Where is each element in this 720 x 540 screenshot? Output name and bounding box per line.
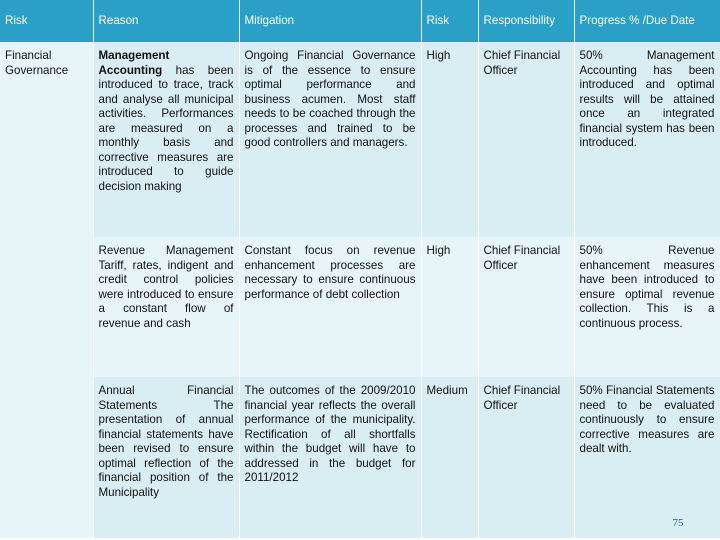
reason-cell: Annual Financial Statements The presentation of annual financial statements have been revised to ensure optimal reflection of the financial position of the Municipality: [93, 377, 239, 538]
page-number: 75: [672, 516, 684, 529]
reason-bold-text: Management Accounting: [98, 49, 170, 77]
mitigation-cell: Constant focus on revenue enhancement processes are necessary to ensure continuous performance of debt collection: [239, 237, 421, 377]
responsibility-cell: Chief Financial Officer: [478, 377, 574, 538]
reason-cell: [93, 42, 239, 237]
header-reason: Reason: [93, 0, 239, 42]
progress-cell: [574, 377, 720, 538]
table-row: [0, 377, 720, 538]
progress-cell: 50% Management Accounting has been introduced and optimal results will be attained once an integrated financial system has been introduced.: [574, 42, 720, 237]
header-responsibility: Responsibility: [478, 0, 574, 42]
header-risk: Risk: [0, 0, 93, 42]
progress-cell: 50% Revenue enhancement measures have been introduced to ensure optimal revenue collection. This is a continuous process.: [574, 237, 720, 377]
responsibility-cell: Chief Financial Officer: [478, 237, 574, 377]
header-row: [0, 0, 720, 42]
progress-text: 50% Financial Statements need to be evaluated continuously to ensure corrective measures are dealt with.: [579, 384, 715, 455]
header-progress: Progress % /Due Date: [574, 0, 720, 42]
risk-level-cell: High: [421, 42, 478, 237]
header-mitigation: Mitigation: [239, 0, 421, 42]
risk-category: Financial Governance: [0, 42, 93, 538]
reason-cell: Revenue Management Tariff, rates, indigent and credit control policies were introduced to ensure a constant flow of revenue and cash: [93, 237, 239, 377]
mitigation-cell: The outcomes of the 2009/2010 financial year reflects the overall performance of the municipality. Rectification of all shortfalls within the budget will have to addressed in the budget for 2011/2012: [239, 377, 421, 538]
responsibility-cell: Chief Financial Officer: [478, 42, 574, 237]
mitigation-cell: Ongoing Financial Governance is of the essence to ensure optimal performance and business acumen. Most staff needs to be coached through the processes and trained to be good controllers and managers.: [239, 42, 421, 237]
risk-level-cell: Medium: [421, 377, 478, 538]
header-risk-level: Risk: [421, 0, 478, 42]
risk-level-cell: High: [421, 237, 478, 377]
table-row: [0, 237, 720, 377]
table-row: [0, 42, 720, 237]
reason-text: has been introduced to trace, track and analyse all municipal activities. Performances are measured on a monthly basis and corrective measures are introduced to guide decision making: [98, 63, 234, 193]
